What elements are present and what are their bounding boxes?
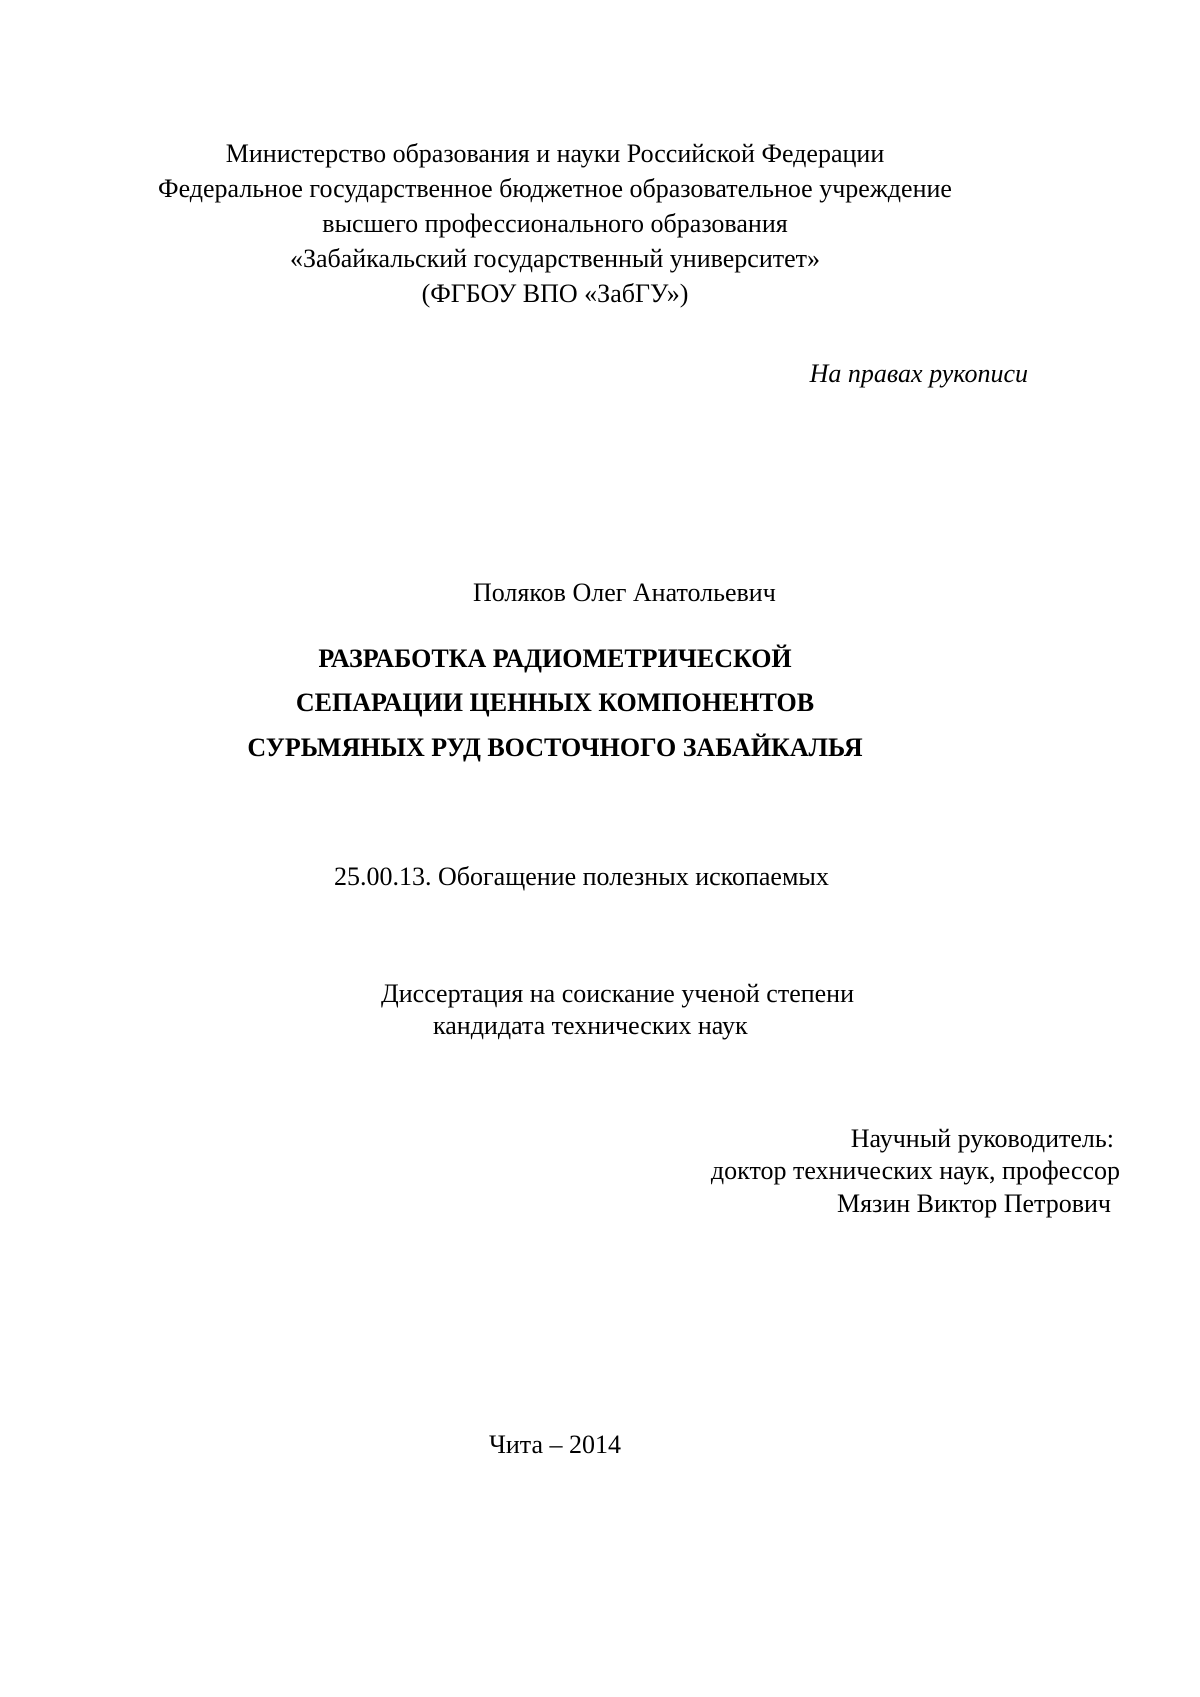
city-year: Чита – 2014 bbox=[488, 1430, 622, 1459]
author-name: Поляков Олег Анатольевич bbox=[473, 578, 776, 607]
university-name-line: «Забайкальский государственный университет» bbox=[289, 244, 821, 273]
dissertation-title-line-2: СЕПАРАЦИИ ЦЕННЫХ КОМПОНЕНТОВ bbox=[295, 688, 815, 717]
dissertation-title-line-3: СУРЬМЯНЫХ РУД ВОСТОЧНОГО ЗАБАЙКАЛЬЯ bbox=[247, 733, 863, 762]
specialty-code: 25.00.13. Обогащение полезных ископаемых bbox=[334, 862, 829, 891]
education-level-line: высшего профессионального образования bbox=[322, 209, 788, 238]
supervisor-label: Научный руководитель: bbox=[850, 1124, 1114, 1153]
dissertation-degree-line-2: кандидата технических наук bbox=[433, 1011, 748, 1040]
ministry-line: Министерство образования и науки Российской Федерации bbox=[225, 139, 885, 168]
dissertation-degree-line-1: Диссертация на соискание ученой степени bbox=[381, 979, 855, 1008]
manuscript-note: На правах рукописи bbox=[809, 359, 1028, 388]
dissertation-title-line-1: РАЗРАБОТКА РАДИОМЕТРИЧЕСКОЙ bbox=[318, 644, 792, 673]
supervisor-name: Мязин Виктор Петрович bbox=[836, 1189, 1111, 1218]
university-abbreviation-line: (ФГБОУ ВПО «ЗабГУ») bbox=[421, 279, 689, 308]
institution-type-line: Федеральное государственное бюджетное образовательное учреждение bbox=[158, 174, 952, 203]
supervisor-degree: доктор технических наук, профессор bbox=[710, 1156, 1120, 1185]
